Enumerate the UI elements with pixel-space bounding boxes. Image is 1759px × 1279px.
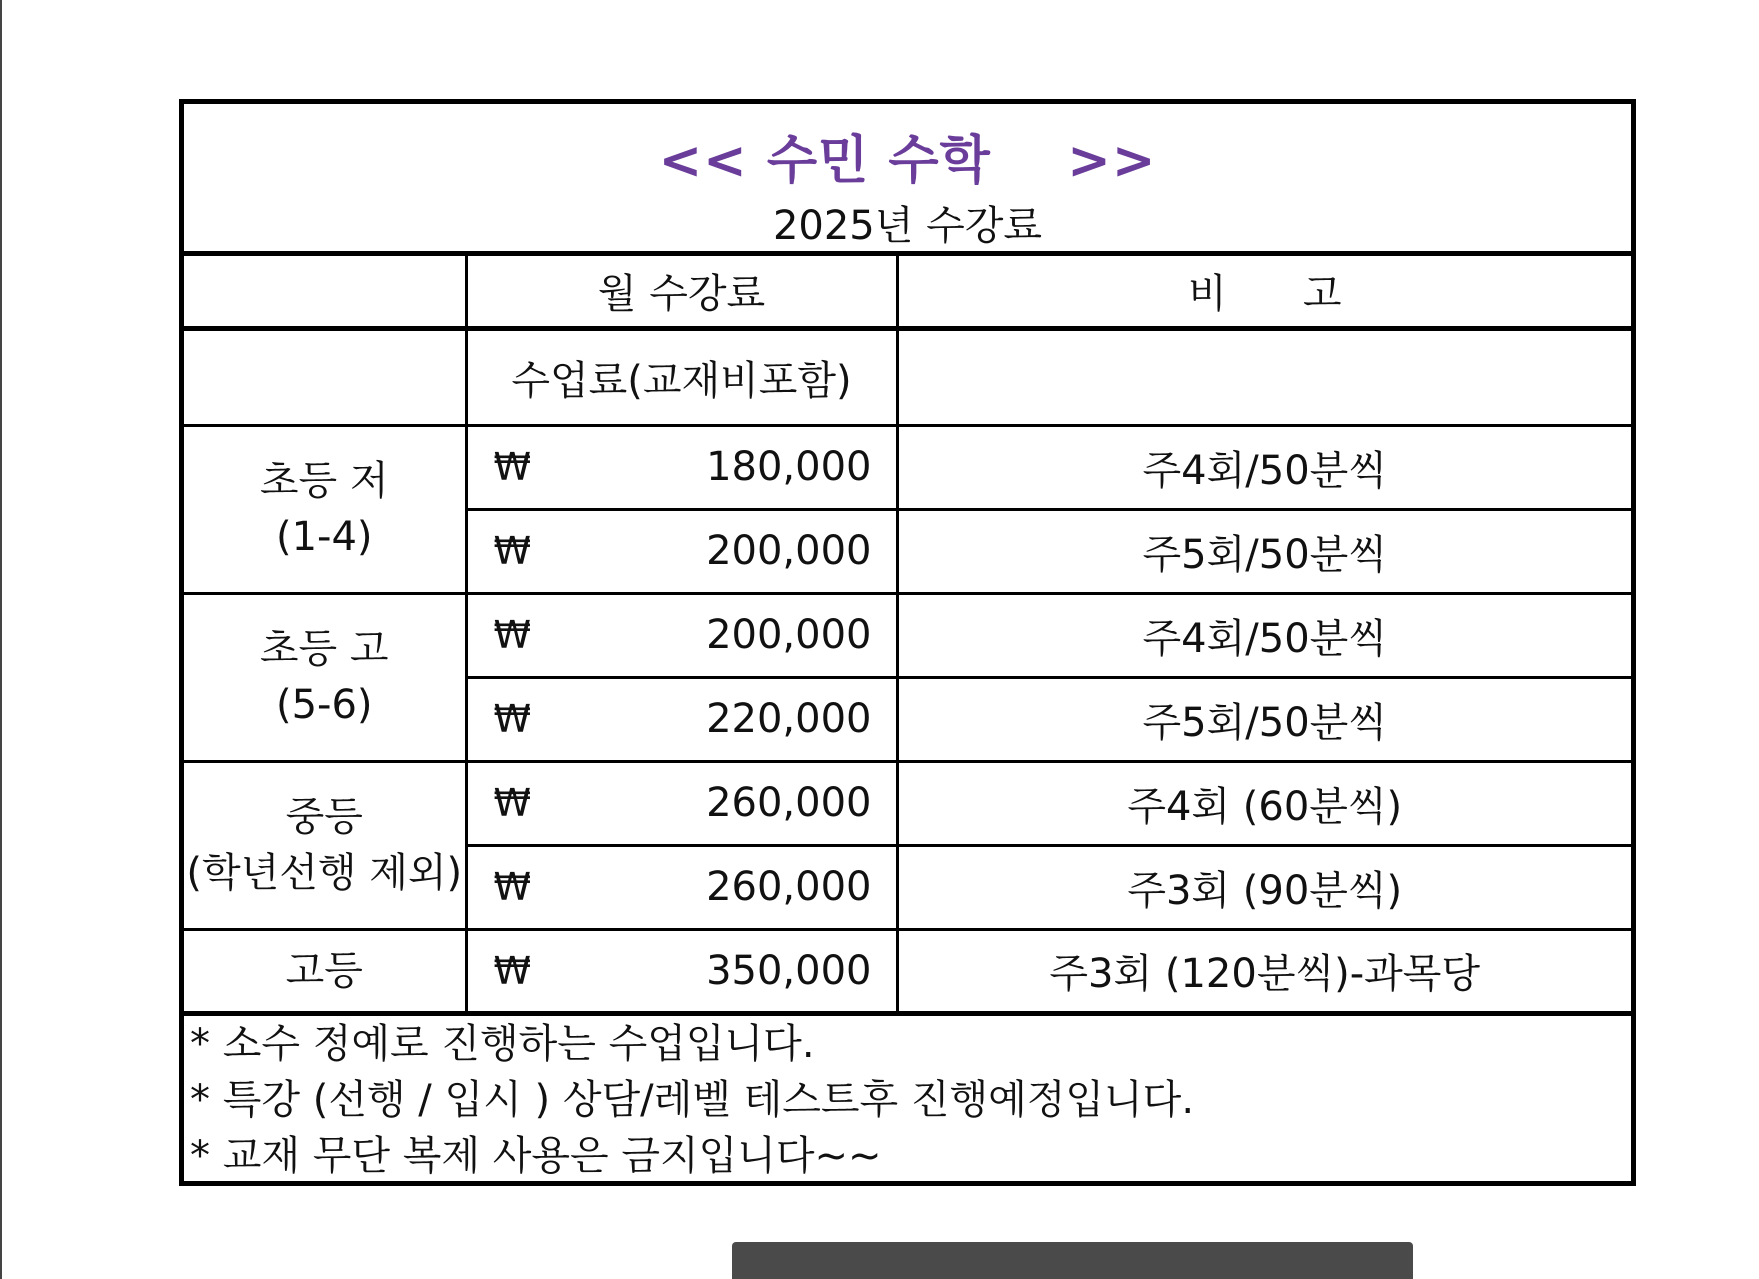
header-level [184,256,466,328]
table-row [184,593,1631,677]
fee-amount: 260,000 [706,864,872,910]
level-cell [184,929,466,1013]
level-grades: (학년선행 제외) [186,850,463,896]
table-header-row [184,256,1631,328]
price-cell [466,425,897,509]
fee-amount: 350,000 [706,947,872,994]
subheader-remarks [897,328,1631,425]
window-left-edge [0,0,2,1279]
price-cell [466,929,897,1013]
price-cell [466,761,897,845]
table-row [184,425,1631,509]
subheader-tuition-label: 수업료(교재비포함) [466,328,897,425]
level-name: 고등 [285,947,363,994]
won-symbol: ₩ [493,697,532,741]
fee-year-subtitle: 2025년 수강료 [772,203,1043,249]
fee-amount: 180,000 [706,444,872,490]
schedule-note: 주3회 (90분씩) [897,845,1631,929]
won-symbol: ₩ [493,865,532,909]
schedule-note: 주5회/50분씩 [897,677,1631,761]
level-name: 초등 고 [259,626,389,672]
schedule-note: 주5회/50분씩 [897,509,1631,593]
level-cell [184,593,466,761]
fee-schedule-document [179,99,1636,1186]
level-cell [184,761,466,929]
academy-title: << 수민 수학 >> [658,131,1157,191]
price-cell [466,509,897,593]
level-grades: (5-6) [275,682,373,728]
schedule-note: 주4회/50분씩 [897,593,1631,677]
note-line: * 특강 (선행 / 입시 ) 상담/레벨 테스트후 진행예정입니다. [190,1077,1195,1123]
schedule-note: 주4회/50분씩 [897,425,1631,509]
bottom-toolbar-bar[interactable] [732,1242,1413,1279]
header-remarks: 비 고 [897,256,1631,328]
fee-amount: 200,000 [706,528,872,574]
title-block [184,104,1631,256]
price-cell [466,845,897,929]
note-line: * 교재 무단 복제 사용은 금지입니다~~ [190,1133,882,1179]
won-symbol: ₩ [493,781,532,825]
level-grades: (1-4) [275,514,373,560]
notes-section [190,1016,1620,1184]
fee-amount: 200,000 [706,612,872,658]
price-cell [466,593,897,677]
table-row [184,929,1631,1013]
won-symbol: ₩ [493,948,532,993]
level-name: 초등 저 [259,458,389,504]
price-cell [466,677,897,761]
won-symbol: ₩ [493,445,532,489]
schedule-note: 주4회 (60분씩) [897,761,1631,845]
fee-table [184,256,1631,1016]
table-subheader-row [184,328,1631,425]
fee-amount: 220,000 [706,696,872,742]
subheader-level [184,328,466,425]
schedule-note: 주3회 (120분씩)-과목당 [897,929,1631,1013]
fee-amount: 260,000 [706,780,872,826]
header-monthly-fee: 월 수강료 [466,256,897,328]
level-name: 중등 [285,794,363,840]
level-cell [184,425,466,593]
table-row [184,761,1631,845]
won-symbol: ₩ [493,529,532,573]
won-symbol: ₩ [493,613,532,657]
note-line: * 소수 정예로 진행하는 수업입니다. [190,1021,815,1067]
